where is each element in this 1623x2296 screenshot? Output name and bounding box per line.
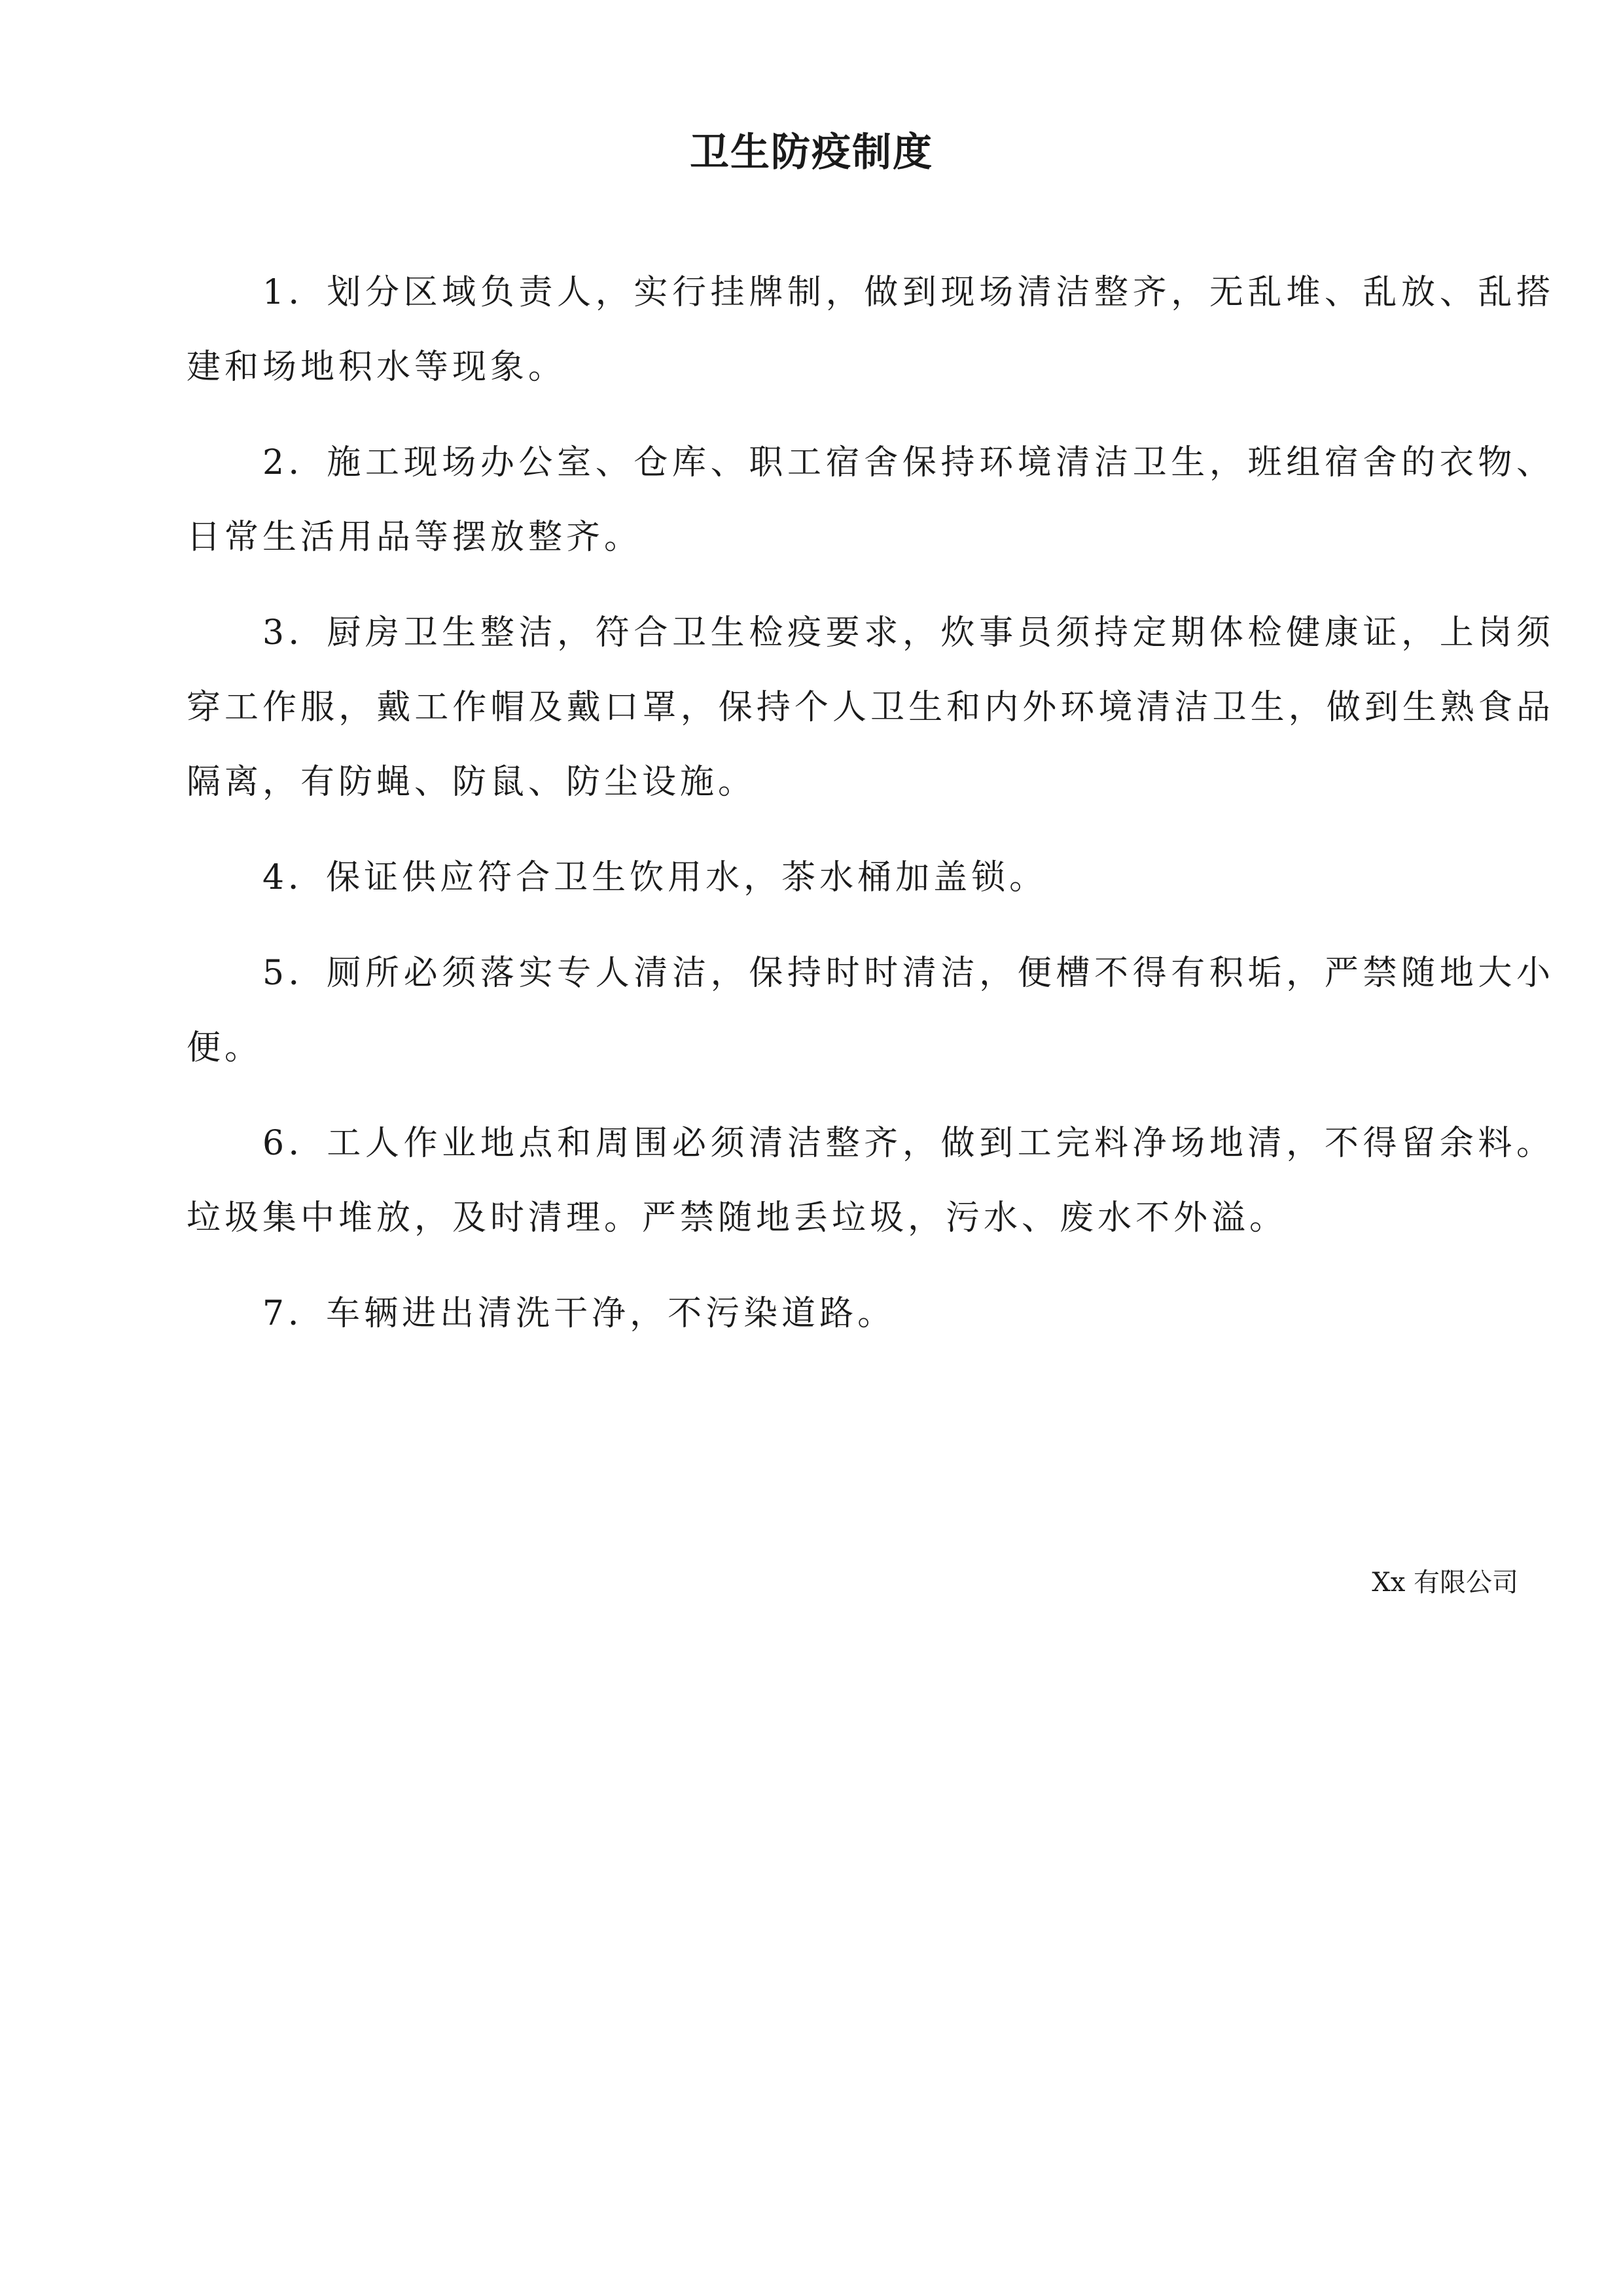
regulation-item-7: 7．车辆进出清洗干净，不污染道路。 — [262, 1294, 896, 1333]
document-title: 卫生防疫制度 — [690, 130, 933, 175]
regulation-item-4: 4．保证供应符合卫生饮用水，茶水桶加盖锁。 — [262, 858, 1048, 897]
regulation-item-2: 2．施工现场办公室、仓库、职工宿舍保持环境清洁卫生，班组宿舍的衣物、日常生活用品等摆放整齐。 — [187, 443, 1554, 557]
regulation-item-6: 6．工人作业地点和周围必须清洁整齐，做到工完料净场地清，不得留余料。垃圾集中堆放，及时清理。严禁随地丢垃圾，污水、废水不外溢。 — [187, 1124, 1554, 1238]
company-signature: Xx 有限公司 — [1372, 1568, 1518, 1598]
document-body — [187, 255, 1554, 1372]
regulation-item-3: 3．厨房卫生整洁，符合卫生检疫要求，炊事员须持定期体检健康证，上岗须穿工作服，戴工作帽及戴口罩，保持个人卫生和内外环境清洁卫生，做到生熟食品隔离，有防蝇、防鼠、防尘设施。 — [187, 613, 1554, 802]
regulation-item-1: 1．划分区域负责人，实行挂牌制，做到现场清洁整齐，无乱堆、乱放、乱搭建和场地积水等现象。 — [187, 273, 1554, 387]
regulation-item-5: 5．厕所必须落实专人清洁，保持时时清洁，便槽不得有积垢，严禁随地大小便。 — [187, 954, 1554, 1067]
